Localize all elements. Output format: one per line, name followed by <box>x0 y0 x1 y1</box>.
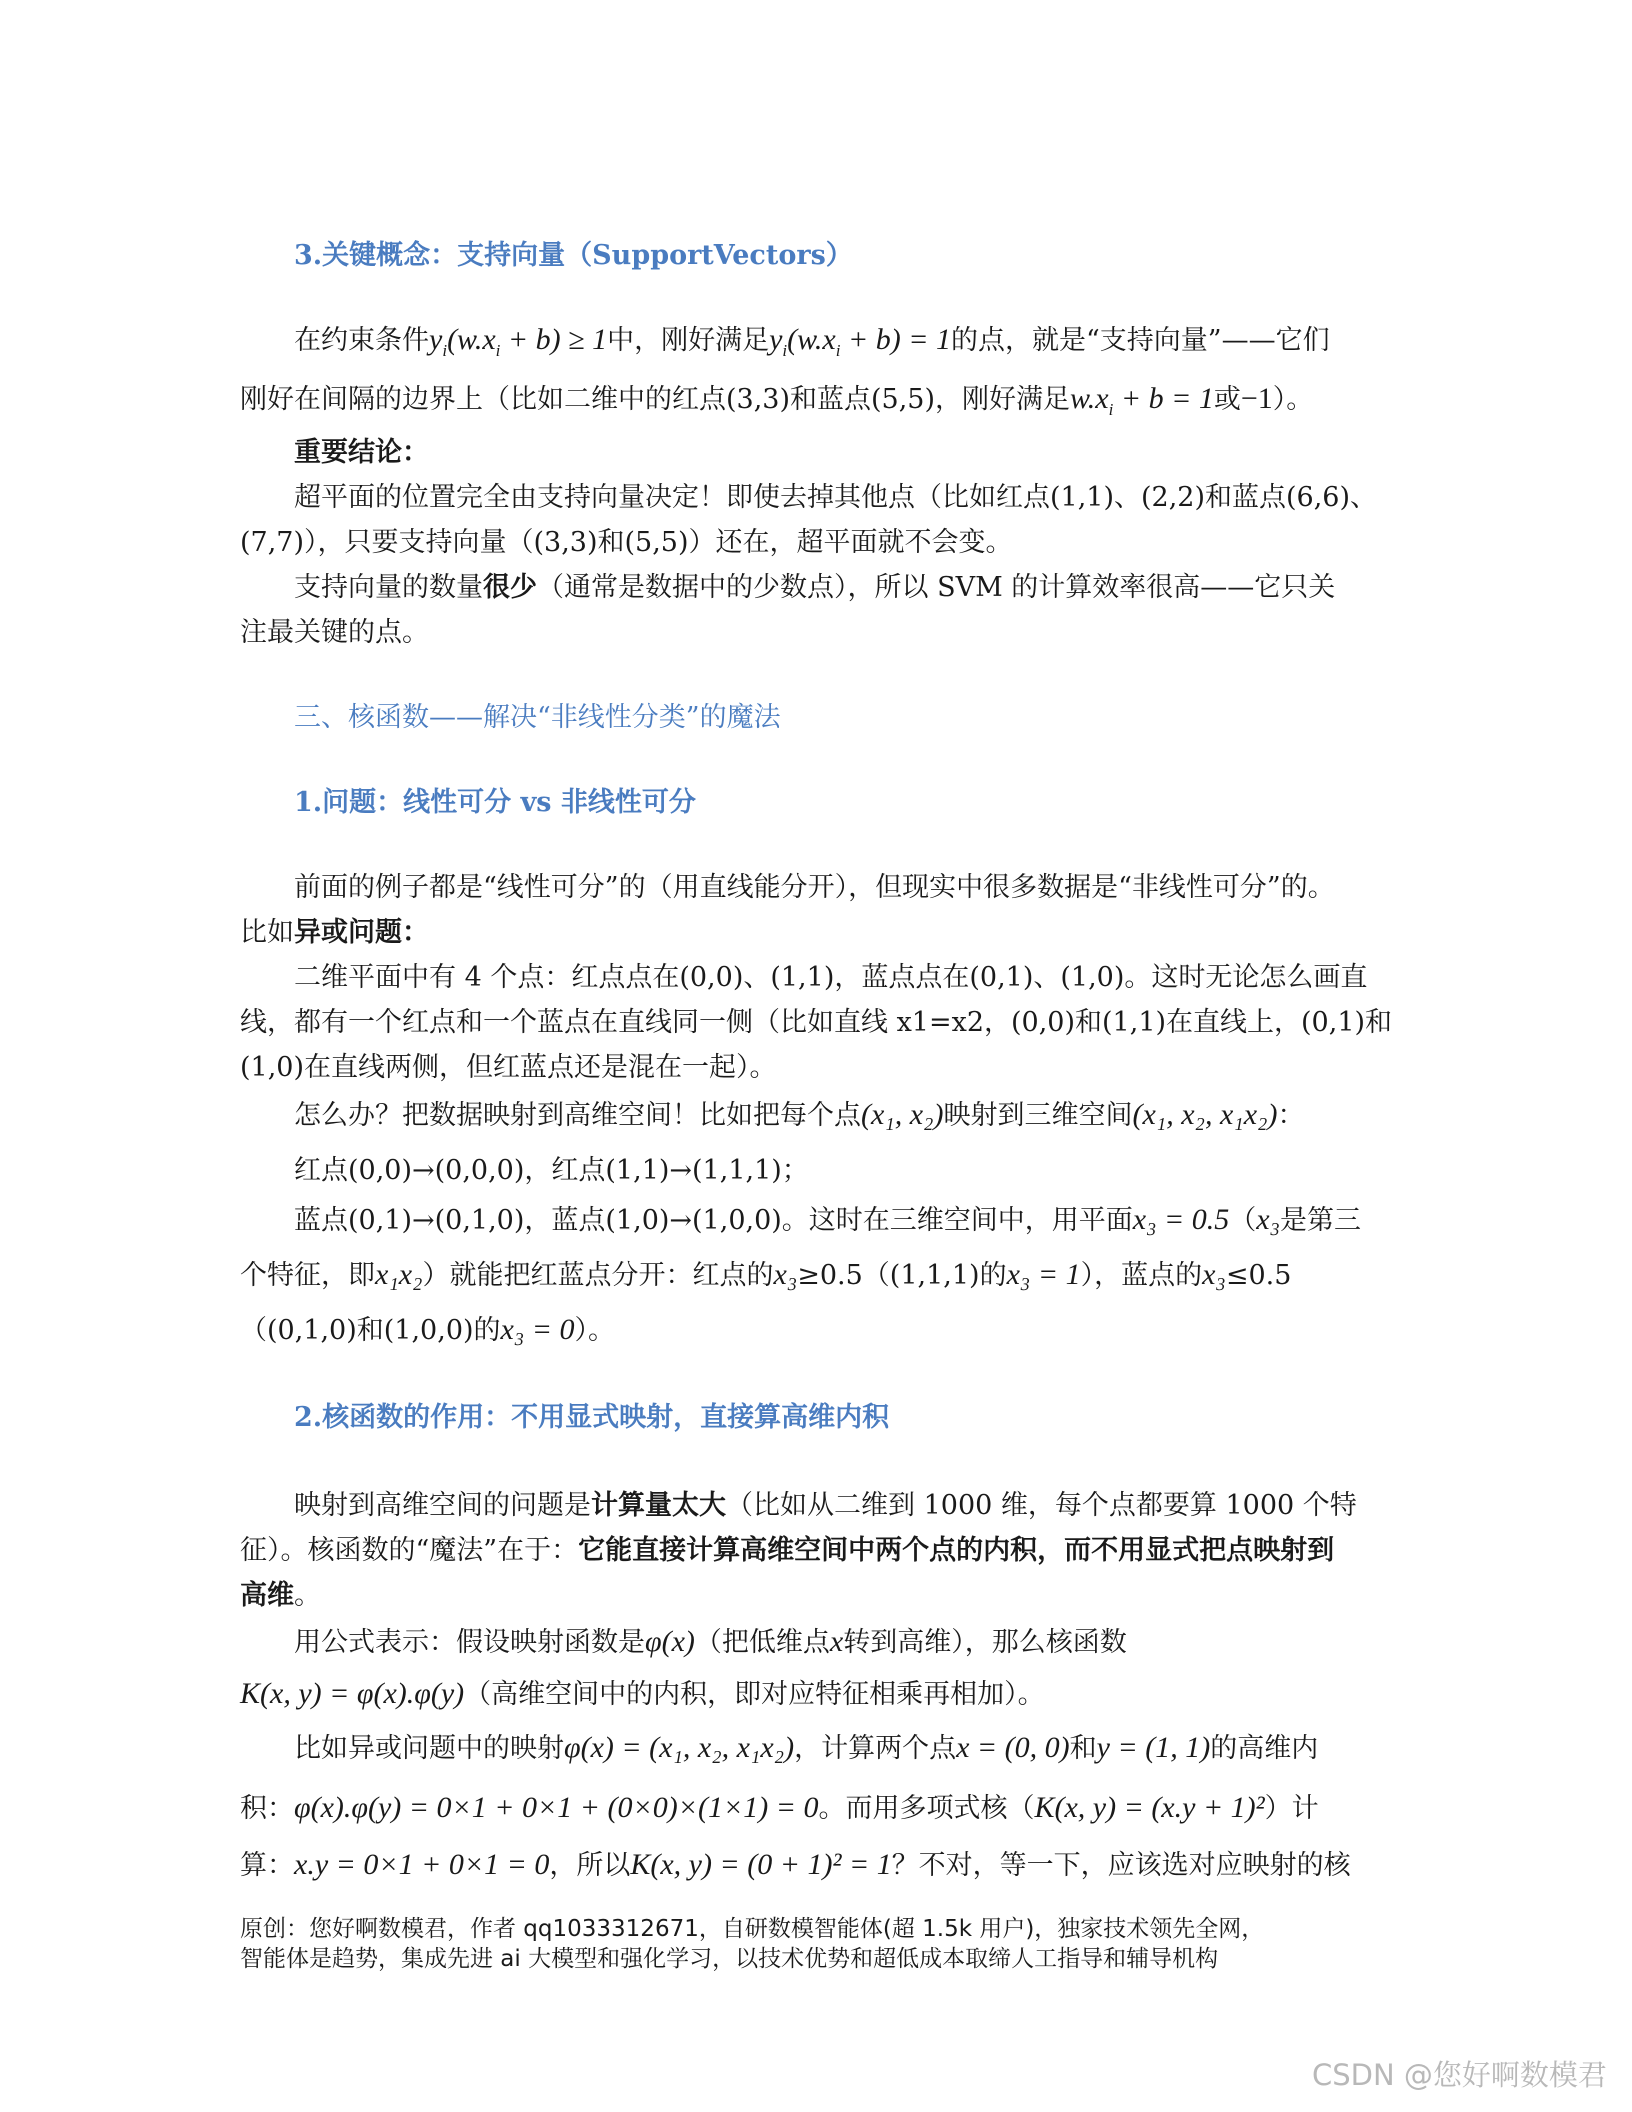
conclusion-line1: 超平面的位置完全由支持向量决定！即使去掉其他点（比如红点(1,1)、(2,2)和蓝点(6,6)、 <box>294 482 1378 513</box>
section-three-title: 三、核函数——解决“非线性分类”的魔法 <box>294 702 781 733</box>
xor-line1: 二维平面中有 4 个点：红点点在(0,0)、(1,1)，蓝点点在(0,1)、(1,0)。这时无论怎么画直 <box>294 962 1368 993</box>
support-vector-para-line2: 刚好在间隔的边界上（比如二维中的红点(3,3)和蓝点(5,5)，刚好满足$w.x_i + b = 1$或−1）。 <box>240 382 1314 419</box>
feature-line2: （(0,1,0)和(1,0,0)的x₃ = 0）。 <box>240 1313 616 1346</box>
question-line2: 比如异或问题： <box>240 917 429 948</box>
feature-line: 个特征，即x₁x₂）就能把红蓝点分开：红点的x₃≥0.5（(1,1,1)的x₃ = 1），蓝点的x₃≤0.5 <box>240 1258 1292 1291</box>
subsection-1-title: 1.问题：线性可分 vs 非线性可分 <box>294 787 696 818</box>
subsection-2-title: 2.核函数的作用：不用显式映射，直接算高维内积 <box>294 1402 890 1433</box>
calc-line: 算：x.y = 0×1 + 0×1 = 0，所以K(x, y) = (0 + 1)² = 1？不对，等一下，应该选对应映射的核 <box>240 1848 1351 1881</box>
red-mapping-line: 红点(0,0)→(0,0,0)，红点(1,1)→(1,1,1)； <box>294 1155 809 1186</box>
formula-line1: 用公式表示：假设映射函数是φ(x)（把低维点x转到高维），那么核函数 <box>294 1625 1127 1658</box>
section-3-title: 3.关键概念：支持向量（SupportVectors） <box>294 240 853 271</box>
inner-product-line: 积：φ(x).φ(y) = 0×1 + 0×1 + (0×0)×(1×1) = 0。而用多项式核（K(x, y) = (x.y + 1)²）计 <box>240 1791 1319 1824</box>
question-line1: 前面的例子都是“线性可分”的（用直线能分开），但现实中很多数据是“非线性可分”的。 <box>294 872 1335 903</box>
kernel-para-line3: 高维。 <box>240 1580 321 1611</box>
mapping-line: 怎么办？把数据映射到高维空间！比如把每个点(x₁, x₂)映射到三维空间(x₁, x₂, x₁x₂)： <box>294 1098 1305 1131</box>
xor-line3: (1,0)在直线两侧，但红蓝点还是混在一起）。 <box>240 1052 777 1083</box>
conclusion-line2: (7,7)），只要支持向量（(3,3)和(5,5)）还在，超平面就不会变。 <box>240 527 1013 558</box>
footer-line2: 智能体是趋势，集成先进 ai 大模型和强化学习，以技术优势和超低成本取缔人工指导和辅导机构 <box>240 1946 1219 1972</box>
formula-line2: K(x, y) = φ(x).φ(y)（高维空间中的内积，即对应特征相乘再相加）。 <box>240 1677 1045 1710</box>
support-vector-para-line1: 在约束条件$y_i(w.x_i + b) \ge 1$中，刚好满足$y_i(w.x_i + b) = 1$的点，就是“支持向量”——它们 <box>294 323 1330 360</box>
kernel-para-line1: 映射到高维空间的问题是计算量太大（比如从二维到 1000 维，每个点都要算 1000 个特 <box>294 1490 1357 1521</box>
xor-line2: 线，都有一个红点和一个蓝点在直线同一侧（比如直线 x1=x2，(0,0)和(1,1)在直线上，(0,1)和 <box>240 1007 1393 1038</box>
conclusion-title: 重要结论： <box>294 437 429 468</box>
conclusion2-line1: 支持向量的数量很少（通常是数据中的少数点），所以 SVM 的计算效率很高——它只关 <box>294 572 1336 603</box>
kernel-para-line2: 征）。核函数的“魔法”在于：它能直接计算高维空间中两个点的内积，而不用显式把点映射到 <box>240 1535 1335 1566</box>
xor-map-line: 比如异或问题中的映射φ(x) = (x₁, x₂, x₁x₂)，计算两个点x = (0, 0)和y = (1, 1)的高维内 <box>294 1731 1319 1764</box>
csdn-watermark: CSDN @您好啊数模君 <box>1312 2058 1607 2092</box>
conclusion2-line2: 注最关键的点。 <box>240 617 429 648</box>
blue-mapping-line: 蓝点(0,1)→(0,1,0)，蓝点(1,0)→(1,0,0)。这时在三维空间中，用平面x₃ = 0.5（x₃是第三 <box>294 1203 1362 1236</box>
footer-line1: 原创：您好啊数模君，作者 qq1033312671，自研数模智能体(超 1.5k 用户)，独家技术领先全网， <box>240 1916 1265 1942</box>
